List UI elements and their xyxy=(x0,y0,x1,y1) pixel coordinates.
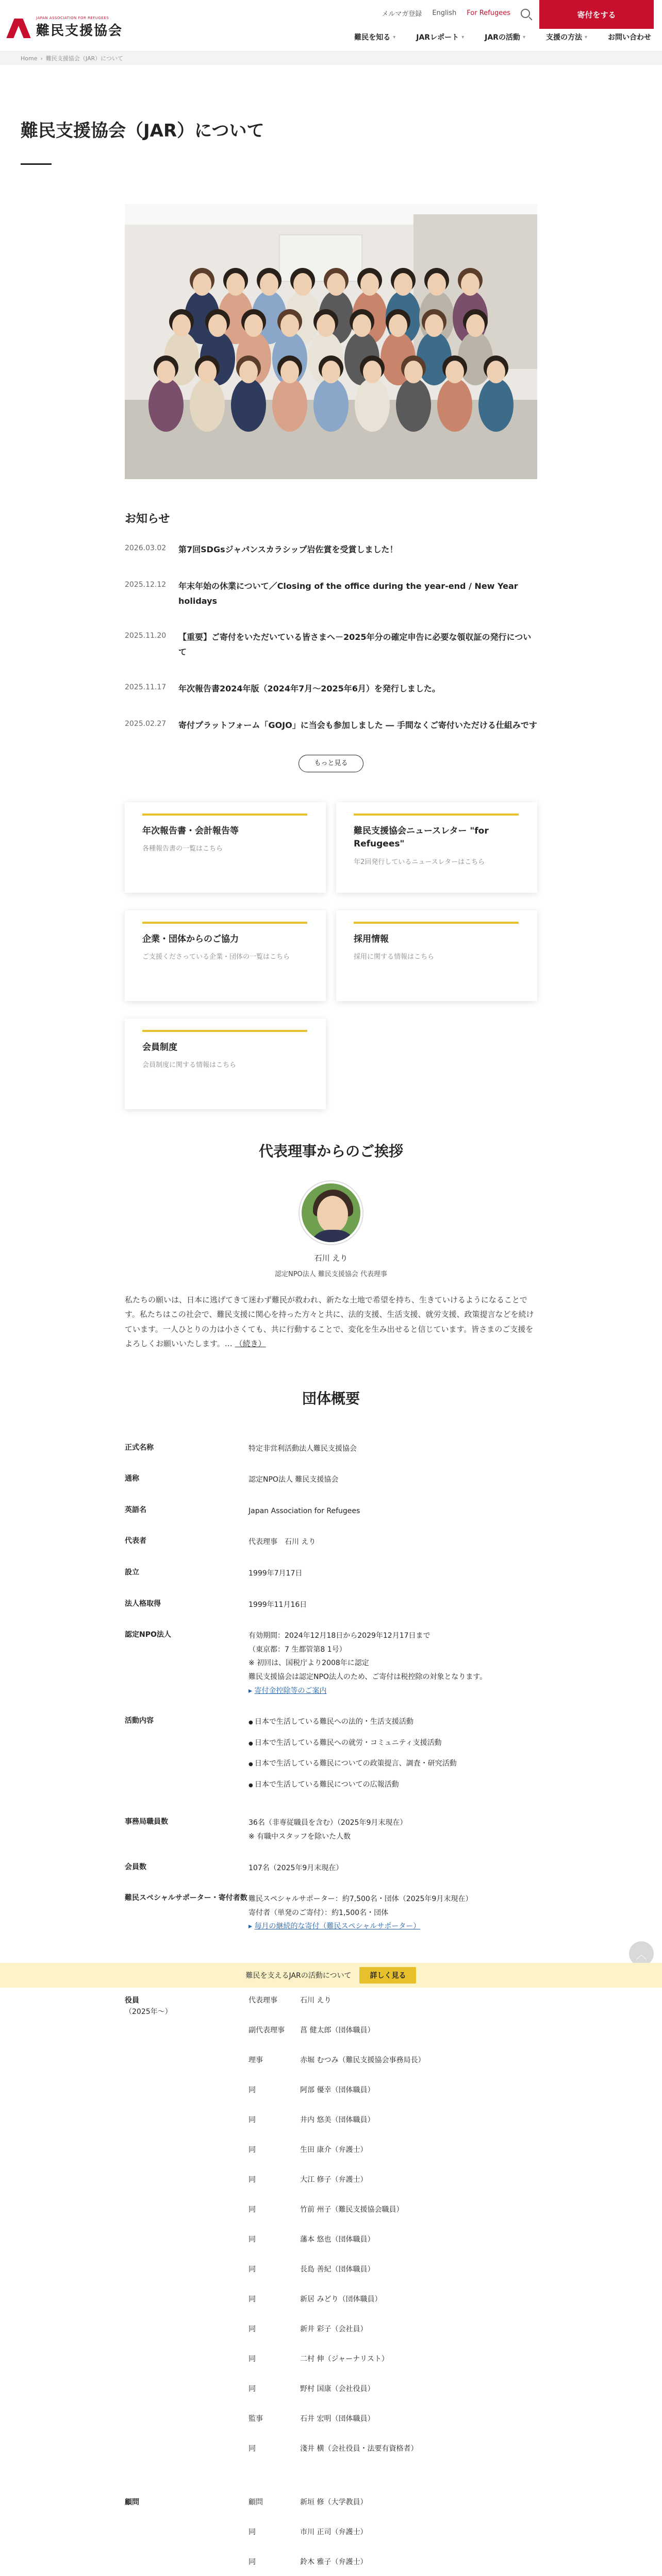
nintei-line: （東京都：7 生都管第8 1号） xyxy=(249,1645,346,1654)
nav-support[interactable]: 支援の方法 ▾ xyxy=(546,32,587,42)
news-item[interactable] xyxy=(125,718,537,733)
table-row xyxy=(125,1529,537,1561)
supporter-line: 難民スペシャルサポーター：約7,500名・団体（2025年9月末現在） xyxy=(249,1895,473,1904)
card-title: 年次報告書・会計報告等 xyxy=(142,825,239,836)
officer-name: 新垣 修（大学教員） xyxy=(300,2498,368,2506)
officer-row xyxy=(125,2413,537,2443)
row-key: 活動内容 xyxy=(125,1717,154,1725)
news-item[interactable] xyxy=(125,543,537,557)
row-value: 1999年7月17日 xyxy=(249,1569,303,1578)
row-key: 会員数 xyxy=(125,1862,146,1871)
officer-position: 同 xyxy=(249,2086,256,2094)
officer-section-label: 役員 xyxy=(125,1996,139,2005)
officer-position: 同 xyxy=(249,2295,256,2303)
donate-button[interactable] xyxy=(539,0,654,29)
officer-row xyxy=(125,2294,537,2324)
greeting-body: 私たちの願いは、日本に逃げてきて迷わず難民が救われ、新たな土地で希望を持ち、生きていけるようになることです。私たちはこの社会で、難民支援に関心を持った方々と共に、法的支援、生活支援、就労支援、政策提言などを続けています。一人ひとりの力は小さくても、共に行動することで、変化を生み出せると信じています。皆さまのご支援をよろしくお願いいたします。… xyxy=(125,1295,534,1349)
org-heading: 団体概要 xyxy=(302,1389,360,1407)
row-key: 正式名称 xyxy=(125,1443,154,1452)
card-accent-bar xyxy=(142,814,307,816)
breadcrumb-home[interactable]: Home xyxy=(21,55,38,62)
officer-row xyxy=(125,2025,537,2055)
news-item[interactable] xyxy=(125,630,537,660)
officer-name: 石川 えり xyxy=(300,1996,332,2005)
row-key: 事務局職員数 xyxy=(125,1818,168,1826)
officer-position: 監事 xyxy=(249,2415,263,2423)
news-title[interactable]: 寄付プラットフォーム「GOJO」に当会も参加しました ― 手間なくご寄付いただける仕組みです xyxy=(178,720,537,730)
officer-position: 同 xyxy=(249,2235,256,2244)
breadcrumb-separator-icon: › xyxy=(40,55,43,62)
officer-section xyxy=(125,2497,249,2508)
card-title: 企業・団体からのご協力 xyxy=(142,934,239,944)
card-accent-bar xyxy=(354,814,519,816)
officer-row xyxy=(125,2084,537,2114)
arrow-icon: ▸ xyxy=(249,1922,255,1931)
card-subtitle: 採用に関する情報はこちら xyxy=(354,953,435,961)
main-content xyxy=(125,204,537,1945)
card-accent-bar xyxy=(142,1030,307,1032)
nintei-line: 有効期間：2024年12月18日から2029年12月17日まで xyxy=(249,1632,431,1640)
row-key: 代表者 xyxy=(125,1537,146,1546)
org-table xyxy=(125,1436,537,1945)
scroll-top-button[interactable] xyxy=(629,1941,654,1966)
utility-links xyxy=(382,8,530,18)
row-key: 設立 xyxy=(125,1568,139,1577)
officer-name: 竹前 州子（難民支援協会職員） xyxy=(300,2206,404,2214)
card-accent-bar xyxy=(354,922,519,924)
officer-row xyxy=(125,2204,537,2234)
officer-position: 副代表理事 xyxy=(249,2026,285,2035)
row-value: 認定NPO法人 難民支援協会 xyxy=(249,1476,339,1484)
officer-position: 同 xyxy=(249,2265,256,2274)
card-subtitle: 各種報告書の一覧はこちら xyxy=(142,845,223,853)
list-item: ● 日本で生活している難民への法的・生活支援活動 xyxy=(249,1715,537,1729)
row-key: 通称 xyxy=(125,1475,139,1483)
officer-name: 鈴木 雅子（弁護士） xyxy=(300,2558,368,2566)
table-row xyxy=(125,1855,537,1887)
greeting-text xyxy=(125,1293,537,1351)
ceo-avatar xyxy=(300,1181,362,1244)
row-key: 英語名 xyxy=(125,1505,146,1514)
english-link[interactable]: English xyxy=(432,9,457,17)
main-nav xyxy=(354,32,654,42)
officer-row xyxy=(125,2144,537,2174)
row-value: Japan Association for Refugees xyxy=(249,1506,360,1515)
card-subtitle: 会員制度に関する情報はこちら xyxy=(142,1061,237,1070)
news-list xyxy=(125,543,537,733)
nav-report[interactable]: JARレポート ▾ xyxy=(416,32,464,42)
card-accent-bar xyxy=(142,922,307,924)
officer-name: 淺井 横（会社役員・法要有資格者） xyxy=(300,2445,418,2453)
news-date: 2026.03.02 xyxy=(125,544,167,552)
officer-name: 大江 修子（弁護士） xyxy=(300,2176,368,2184)
nintei-line: 難民支援協会は認定NPO法人のため、ご寄付は税控除の対象となります。 xyxy=(249,1672,487,1681)
officer-row xyxy=(125,1995,537,2025)
news-date: 2025.11.17 xyxy=(125,683,167,691)
officer-name: 長島 善紀（団体職員） xyxy=(300,2265,375,2274)
officer-position: 同 xyxy=(249,2206,256,2214)
sticky-banner xyxy=(0,1963,662,1988)
arrow-icon: ▸ xyxy=(249,1686,255,1695)
row-value xyxy=(249,1709,537,1810)
officer-name: 二村 伸（ジャーナリスト） xyxy=(300,2355,389,2363)
nav-activities[interactable]: JARの活動 ▾ xyxy=(485,32,525,42)
list-item: ● 日本で生活している難民についての政策提言、調査・研究活動 xyxy=(249,1757,537,1771)
tax-deduction-link[interactable]: 寄付金控除等のご案内 xyxy=(254,1686,327,1695)
site-header xyxy=(0,0,662,52)
staff-group-photo xyxy=(125,204,537,479)
officer-position: 顧問 xyxy=(249,2498,263,2506)
officer-row xyxy=(125,2114,537,2144)
row-key: 認定NPO法人 xyxy=(125,1631,171,1639)
search-icon[interactable] xyxy=(521,9,530,18)
officer-section xyxy=(125,1995,249,2018)
row-value: 特定非営利活動法人難民支援協会 xyxy=(249,1444,357,1453)
news-more-button[interactable]: もっと見る xyxy=(299,755,363,772)
officer-position: 同 xyxy=(249,2146,256,2154)
officer-name: 阿部 優幸（団体職員） xyxy=(300,2086,375,2094)
news-heading: お知らせ xyxy=(125,513,170,526)
greeting-continue-link[interactable]: （続き） xyxy=(235,1339,266,1349)
officer-position: 代表理事 xyxy=(249,1996,277,2005)
table-row xyxy=(125,1561,537,1592)
card-membership[interactable] xyxy=(125,1019,326,1109)
officer-name: 菖 健太郎（団体職員） xyxy=(300,2026,375,2035)
row-value xyxy=(249,1810,537,1855)
officer-row xyxy=(125,2443,537,2473)
special-supporter-link[interactable]: 毎月の継続的な寄付（難民スペシャルサポーター） xyxy=(254,1922,421,1931)
officer-row xyxy=(125,2234,537,2264)
card-annual-report[interactable] xyxy=(125,802,326,893)
table-row xyxy=(125,1467,537,1498)
logo-mark-icon xyxy=(8,15,32,39)
for-refugees-link[interactable]: For Refugees xyxy=(467,9,510,17)
news-title[interactable]: 【重要】ご寄付をいただいている皆さまへ－2025年分の確定申告に必要な領収証の発行について xyxy=(178,632,532,657)
officer-row xyxy=(125,2497,537,2527)
ceo-name: 石川 えり xyxy=(314,1253,348,1263)
nav-learn[interactable]: 難民を知る ▾ xyxy=(354,32,395,42)
officer-name: 井内 悠美（団体職員） xyxy=(300,2116,375,2124)
officer-name: 新井 彩子（会社員） xyxy=(300,2325,368,2333)
officer-position: 同 xyxy=(249,2445,256,2453)
staff-line: 36名（非専従職員を含む）（2025年9月末現在） xyxy=(249,1819,407,1827)
breadcrumb-current: 難民支援協会（JAR）について xyxy=(45,55,123,62)
card-corporate[interactable] xyxy=(125,910,326,1001)
table-row xyxy=(125,1436,537,1467)
officer-position: 同 xyxy=(249,2116,256,2124)
link-cards xyxy=(125,802,537,1109)
activity-list xyxy=(249,1715,537,1791)
officer-row xyxy=(125,2527,537,2556)
logo-name: 難民支援協会 xyxy=(36,23,123,39)
officer-name: 市川 正司（弁護士） xyxy=(300,2528,368,2536)
card-title: 難民支援協会ニュースレター "for Refugees" xyxy=(354,825,489,850)
table-row xyxy=(125,1623,537,1709)
officer-position: 同 xyxy=(249,2355,256,2363)
officer-position: 同 xyxy=(249,2176,256,2184)
table-row xyxy=(125,1592,537,1623)
logo-tagline: JAPAN ASSOCIATION FOR REFUGEES xyxy=(36,15,109,20)
card-title: 採用情報 xyxy=(354,934,389,944)
card-subtitle: 年2回発行しているニュースレターはこちら xyxy=(354,858,485,866)
officer-name: 石井 宏明（団体職員） xyxy=(300,2415,375,2423)
officer-name: 野村 国康（会社役員） xyxy=(300,2385,375,2393)
list-item: ● 日本で生活している難民への就労・コミュニティ支援活動 xyxy=(249,1736,537,1750)
ceo-role: 認定NPO法人 難民支援協会 代表理事 xyxy=(274,1270,388,1278)
card-newsletter[interactable] xyxy=(336,802,537,893)
officer-row xyxy=(125,2324,537,2353)
officer-name: 藩本 悠也（団体職員） xyxy=(300,2235,375,2244)
donate-label: 寄付をする xyxy=(577,10,616,20)
page-title-area xyxy=(0,65,662,204)
site-logo[interactable] xyxy=(8,15,123,39)
nintei-line: ※ 初回は、国税庁より2008年に認定 xyxy=(249,1659,369,1668)
row-value: 107名（2025年9月末現在） xyxy=(249,1863,343,1872)
table-row xyxy=(125,1498,537,1530)
officer-position: 同 xyxy=(249,2528,256,2536)
news-item[interactable] xyxy=(125,682,537,697)
newsletter-link[interactable]: メルマガ登録 xyxy=(382,10,422,18)
card-title: 会員制度 xyxy=(142,1042,177,1053)
news-date: 2025.12.12 xyxy=(125,580,167,589)
row-value xyxy=(249,1623,537,1709)
staff-line: ※ 有職中スタッフを除いた人数 xyxy=(249,1833,351,1841)
officer-row xyxy=(125,2383,537,2413)
nav-contact[interactable]: お問い合わせ xyxy=(608,33,651,42)
officer-position: 同 xyxy=(249,2385,256,2393)
table-row xyxy=(125,1709,537,1810)
page-title: 難民支援協会（JAR）について xyxy=(21,121,264,141)
banner-button[interactable]: 詳しく見る xyxy=(359,1967,416,1984)
officer-section-label: 顧問 xyxy=(125,2498,139,2506)
row-key: 難民スペシャルサポーター・寄付者数 xyxy=(125,1894,247,1903)
officer-section-note: （2025年〜） xyxy=(125,2008,172,2016)
list-item: ● 日本で生活している難民についての広報活動 xyxy=(249,1778,537,1792)
officer-row xyxy=(125,2174,537,2204)
banner-text: 難民を支えるJARの活動について xyxy=(245,1972,352,1980)
news-title[interactable]: 第7回SDGsジャパンスカラシップ岩佐賞を受賞しました！ xyxy=(178,545,398,554)
officer-row xyxy=(125,2556,537,2576)
breadcrumb xyxy=(0,52,662,65)
officers-table xyxy=(125,1995,537,2576)
officer-row xyxy=(125,2055,537,2084)
officer-position: 理事 xyxy=(249,2056,263,2064)
greeting-heading: 代表理事からのご挨拶 xyxy=(258,1142,403,1160)
table-row xyxy=(125,1886,537,1945)
officer-name: 生田 康介（弁護士） xyxy=(300,2146,368,2154)
officer-row xyxy=(125,2353,537,2383)
row-value: 1999年11月16日 xyxy=(249,1600,307,1609)
group-photo-illustration xyxy=(125,204,537,479)
officer-position: 同 xyxy=(249,2558,256,2566)
officer-position: 同 xyxy=(249,2325,256,2333)
officer-name: 新居 みどり（団体職員） xyxy=(300,2295,382,2303)
row-value: 代表理事 石川 えり xyxy=(249,1538,316,1547)
row-key: 法人格取得 xyxy=(125,1599,161,1608)
title-rule xyxy=(21,163,52,165)
row-value xyxy=(249,1886,537,1945)
card-recruit[interactable] xyxy=(336,910,537,1001)
news-title[interactable]: 年末年始の休業について／Closing of the office during the year-end / New Year holidays xyxy=(178,581,518,606)
officer-row xyxy=(125,2264,537,2294)
supporter-line: 寄付者（単発のご寄付）：約1,500名・団体 xyxy=(249,1908,389,1917)
news-date: 2025.02.27 xyxy=(125,719,167,728)
chevron-up-icon: ︿ xyxy=(636,1948,647,1961)
table-row xyxy=(125,1810,537,1855)
card-subtitle: ご支援くださっている企業・団体の一覧はこちら xyxy=(142,953,290,961)
news-title[interactable]: 年次報告書2024年版（2024年7月〜2025年6月）を発行しました。 xyxy=(178,683,440,693)
news-date: 2025.11.20 xyxy=(125,632,167,640)
officer-name: 赤堀 むつみ（難民支援協会事務局長） xyxy=(300,2056,425,2064)
news-item[interactable] xyxy=(125,579,537,609)
